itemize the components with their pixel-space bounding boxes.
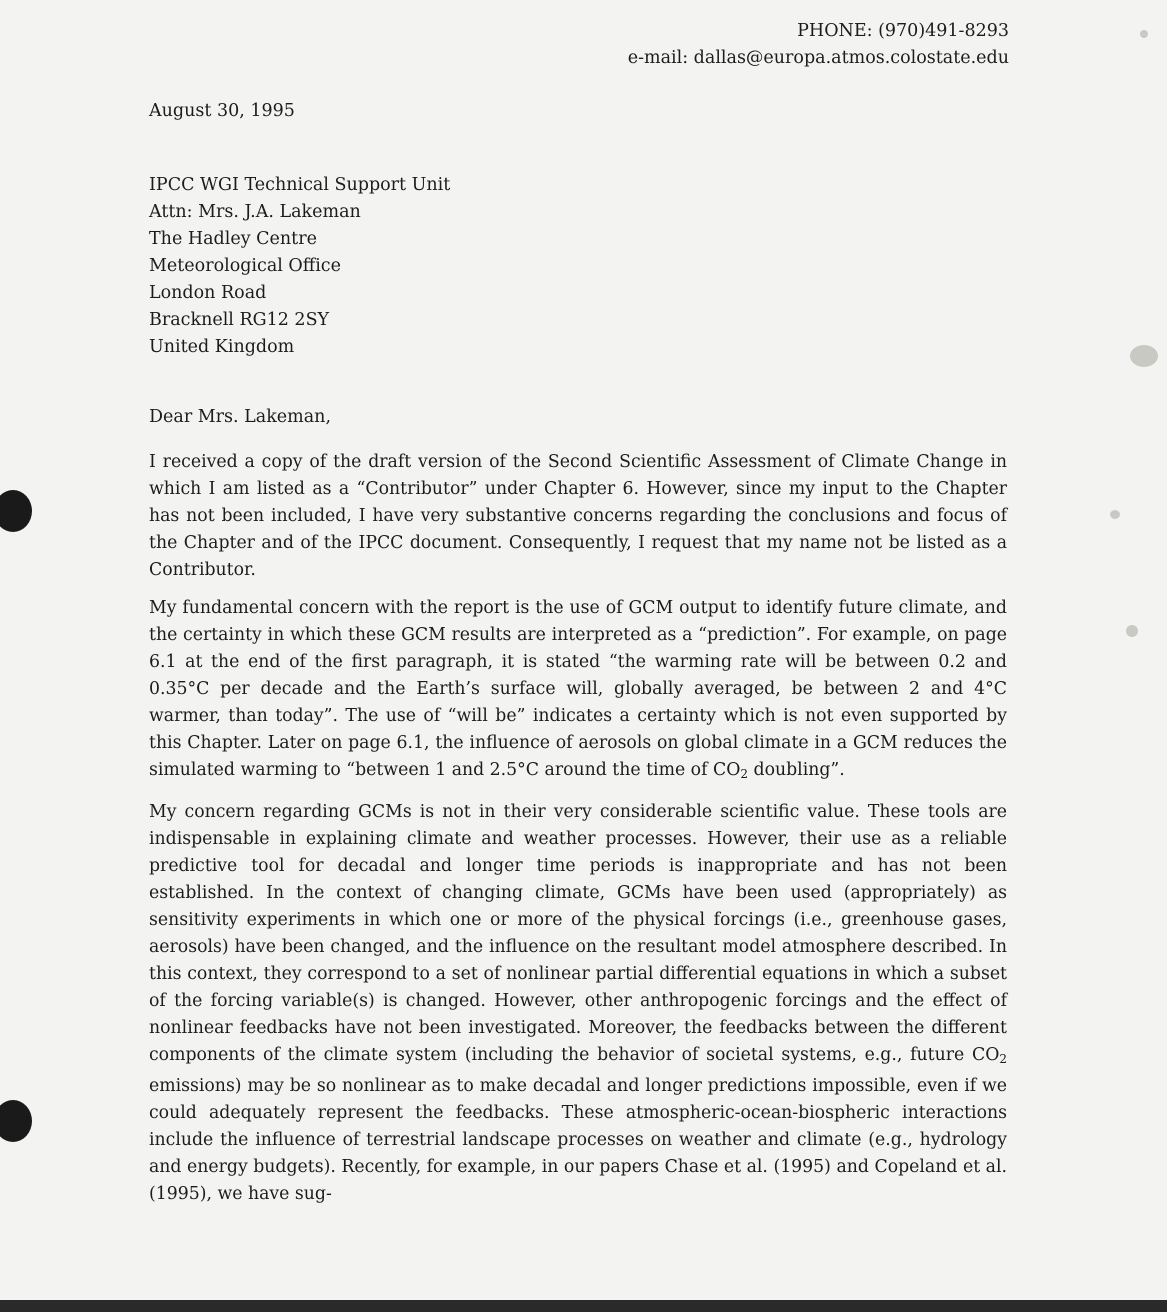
recipient-address bbox=[149, 172, 450, 361]
punch-hole-bottom bbox=[0, 1100, 32, 1142]
body-paragraph-2 bbox=[149, 595, 1007, 788]
sender-phone: PHONE: (970)491-8293 bbox=[797, 21, 1009, 41]
body-paragraph-3 bbox=[149, 799, 1007, 1208]
address-line: London Road bbox=[149, 283, 267, 303]
address-line: Meteorological Office bbox=[149, 256, 341, 276]
letter-body bbox=[149, 449, 1007, 1219]
letter-date: August 30, 1995 bbox=[149, 101, 295, 121]
paragraph-3-text-end: emissions) may be so nonlinear as to make decadal and longer predictions impossible, even if we could adequately represent the feedbacks. These atmospheric-ocean-biospheric interactions include the influence of terrestrial landscape processes on weather and climate (e.g., hydrology and energy budgets). Recently, for example, in our papers Chase et al. (1995) and Copeland et al. (1995), we have sug- bbox=[149, 1076, 1007, 1204]
paper-speck bbox=[1110, 510, 1120, 519]
sender-contact bbox=[628, 18, 1009, 72]
body-paragraph-1: I received a copy of the draft version of the Second Scientific Assessment of Climate Change in which I am listed as a “Contributor” under Chapter 6. However, since my input to the Chapter has not been included, I have very substantive concerns regarding the conclusions and focus of the Chapter and of the IPCC document. Consequently, I request that my name not be listed as a Contributor. bbox=[149, 452, 1007, 580]
paragraph-2-text: My fundamental concern with the report is the use of GCM output to identify future climate, and the certainty in which these GCM results are interpreted as a “prediction”. For example, on page 6.1 at the end of the first paragraph, it is stated “the warming rate will be between 0.2 and 0.35°C per decade and the Earth’s surface will, globally averaged, be between 2 and 4°C warmer, than today”. The use of “will be” indicates a certainty which is not even supported by this Chapter. Later on page 6.1, the influence of aerosols on global climate in a GCM reduces the simulated warming to “between 1 and 2.5°C around the time of CO bbox=[149, 598, 1007, 780]
subscript-2: 2 bbox=[740, 767, 749, 781]
paper-speck bbox=[1130, 345, 1158, 367]
scan-bottom-edge bbox=[0, 1300, 1167, 1312]
paragraph-3-text: My concern regarding GCMs is not in their very considerable scientific value. These tools are indispensable in explaining climate and weather processes. However, their use as a reliable predictive tool for decadal and longer time periods is inappropriate and has not been established. In the context of changing climate, GCMs have been used (appropriately) as sensitivity experiments in which one or more of the physical forcings (i.e., greenhouse gases, aerosols) have been changed, and the influence on the resultant model atmosphere described. In this context, they correspond to a set of nonlinear partial differential equations in which a subset of the forcing variable(s) is changed. However, other anthropogenic forcings and the effect of nonlinear feedbacks have not been investigated. Moreover, the feedbacks between the different components of the climate system (including the behavior of societal systems, e.g., future CO bbox=[149, 802, 1007, 1065]
salutation: Dear Mrs. Lakeman, bbox=[149, 407, 332, 427]
address-line: Attn: Mrs. J.A. Lakeman bbox=[149, 202, 361, 222]
subscript-2: 2 bbox=[999, 1052, 1007, 1066]
address-line: The Hadley Centre bbox=[149, 229, 317, 249]
paper-speck bbox=[1140, 30, 1148, 38]
address-line: Bracknell RG12 2SY bbox=[149, 310, 330, 330]
address-line: IPCC WGI Technical Support Unit bbox=[149, 175, 451, 195]
paragraph-2-text-end: doubling”. bbox=[748, 760, 845, 780]
punch-hole-top bbox=[0, 490, 32, 532]
paper-speck bbox=[1126, 625, 1138, 637]
sender-email: e-mail: dallas@europa.atmos.colostate.edu bbox=[627, 48, 1009, 68]
address-line: United Kingdom bbox=[149, 337, 295, 357]
